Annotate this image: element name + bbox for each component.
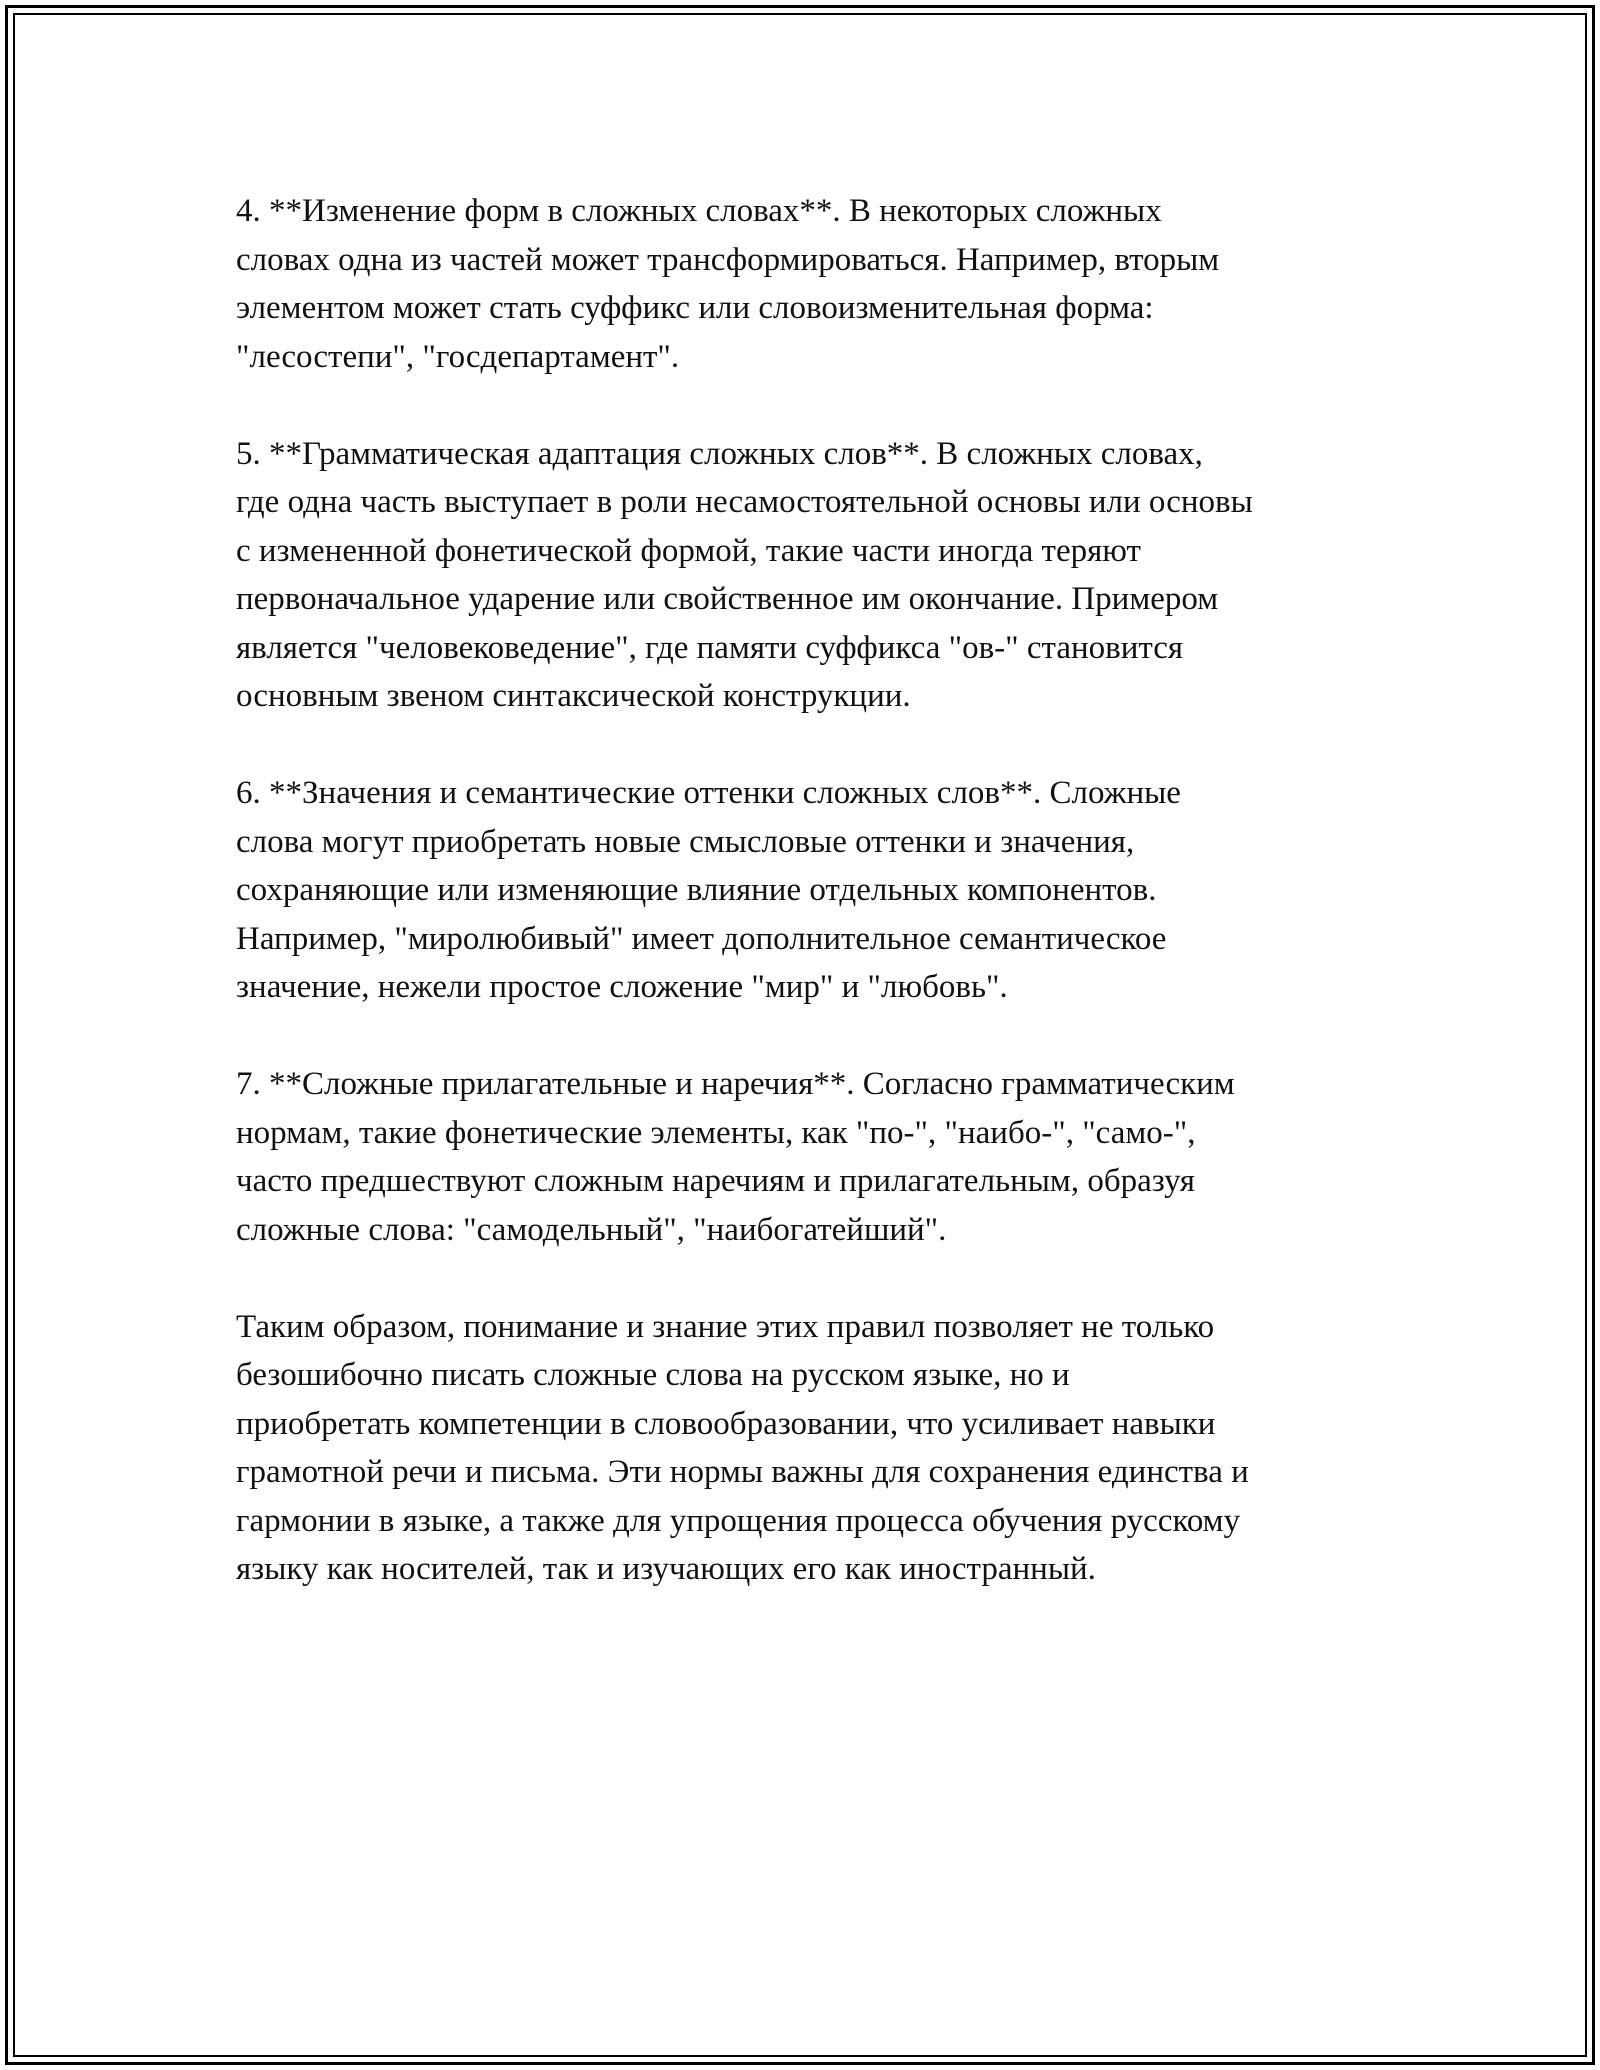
text-line: основным звеном синтаксической конструкции. <box>236 678 911 714</box>
text-line: элементом может стать суффикс или словоизменительная форма: <box>236 290 1154 326</box>
text-line: 4. **Изменение форм в сложных словах**. В некоторых сложных <box>236 193 1162 229</box>
text-line: с измененной фонетической формой, такие части иногда теряют <box>236 532 1141 569</box>
text-line: Например, "миролюбивый" имеет дополнительное семантическое <box>236 920 1167 957</box>
text-line: словах одна из частей может трансформироваться. Например, вторым <box>236 241 1220 278</box>
text-line: гармонии в языке, а также для упрощения процесса обучения русскому <box>236 1502 1241 1539</box>
text-line: "лесостепи", "госдепартамент". <box>236 338 680 375</box>
paragraph-item-6 <box>236 769 1386 1012</box>
text-line: приобретать компетенции в словообразовании, что усиливает навыки <box>236 1405 1216 1442</box>
text-line: слова могут приобретать новые смысловые оттенки и значения, <box>236 823 1135 860</box>
text-line: сохраняющие или изменяющие влияние отдельных компонентов. <box>236 872 1157 908</box>
text-line: является "человековедение", где памяти суффикса "ов-" становится <box>236 629 1184 666</box>
text-line: сложные слова: "самодельный", "наибогатейший". <box>236 1211 947 1248</box>
text-line: нормам, такие фонетические элементы, как "по-", "наибо-", "само-", <box>236 1114 1196 1151</box>
text-line: грамотной речи и письма. Эти нормы важны для сохранения единства и <box>236 1454 1249 1490</box>
text-line: языку как носителей, так и изучающих его как иностранный. <box>236 1551 1096 1587</box>
text-line: безошибочно писать сложные слова на русском языке, но и <box>236 1357 1070 1393</box>
text-line: значение, нежели простое сложение "мир" и "любовь". <box>236 969 1008 1005</box>
paragraph-item-4 <box>236 187 1386 381</box>
text-line: 6. **Значения и семантические оттенки сложных слов**. Сложные <box>236 775 1181 811</box>
text-line: 7. **Сложные прилагательные и наречия**. Согласно грамматическим <box>236 1066 1235 1102</box>
document-body <box>236 187 1386 1642</box>
text-line: часто предшествуют сложным наречиям и прилагательным, образуя <box>236 1163 1195 1199</box>
text-line: где одна часть выступает в роли несамостоятельной основы или основы <box>236 484 1253 520</box>
paragraph-item-7 <box>236 1060 1386 1254</box>
text-line: Таким образом, понимание и знание этих правил позволяет не только <box>236 1308 1215 1345</box>
text-line: первоначальное ударение или свойственное им окончание. Примером <box>236 581 1219 617</box>
text-line: 5. **Грамматическая адаптация сложных слов**. В сложных словах, <box>236 435 1203 472</box>
paragraph-item-5 <box>236 430 1386 721</box>
paragraph-conclusion <box>236 1303 1386 1594</box>
